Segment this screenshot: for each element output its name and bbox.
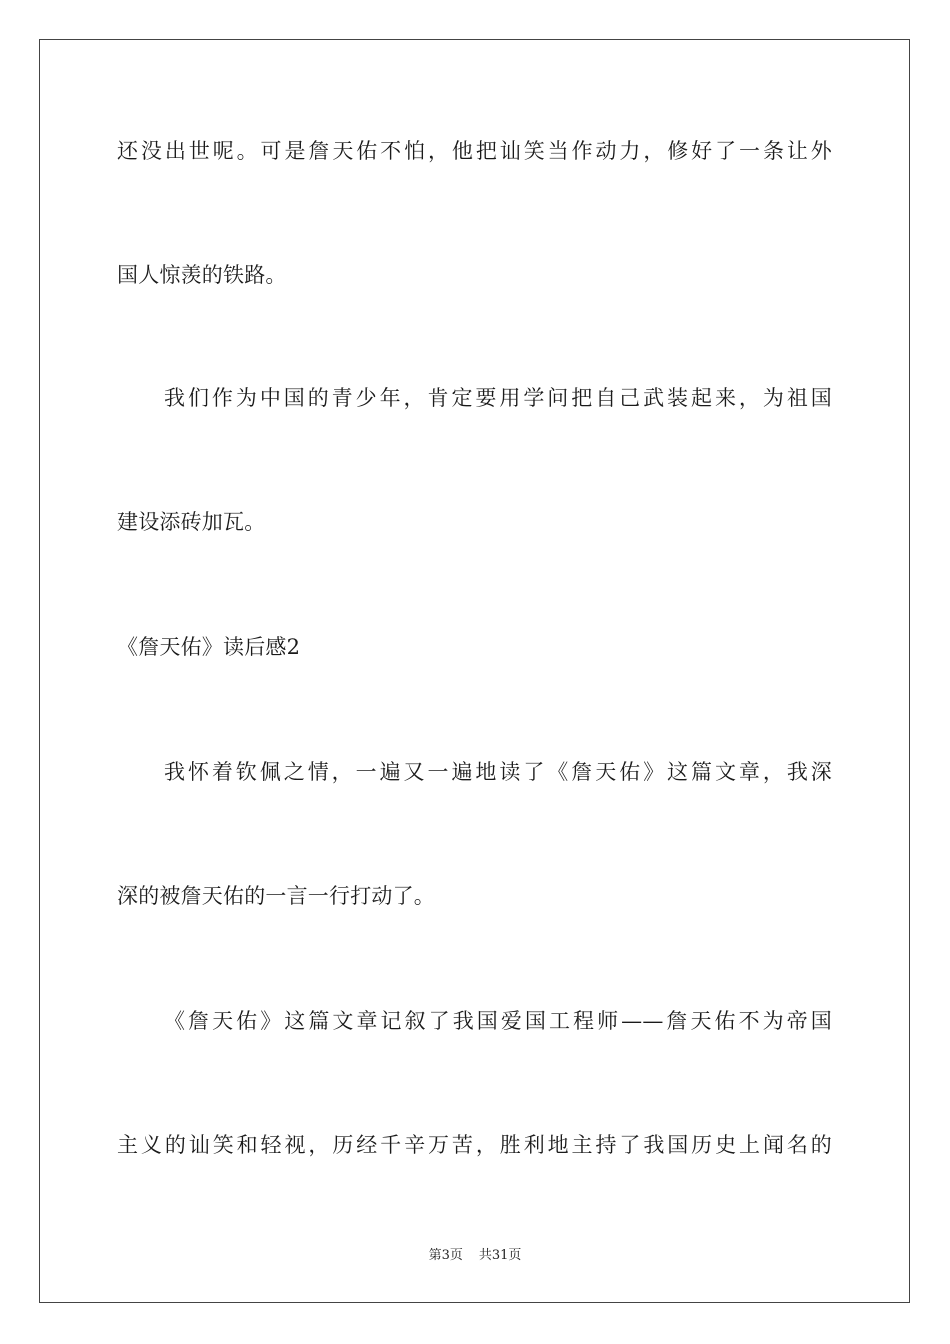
page-footer	[0, 1246, 950, 1266]
paragraph-line-3: 我们作为中国的青少年，肯定要用学问把自己武装起来，为祖国	[164, 386, 832, 410]
section-heading: 《詹天佑》读后感2	[117, 635, 301, 659]
page-number: 第3页	[428, 1248, 463, 1263]
paragraph-line-7: 《詹天佑》这篇文章记叙了我国爱国工程师——詹天佑不为帝国	[164, 1009, 832, 1033]
paragraph-line-5: 我怀着钦佩之情，一遍又一遍地读了《詹天佑》这篇文章，我深	[164, 760, 832, 784]
paragraph-line-1: 还没出世呢。可是詹天佑不怕，他把讪笑当作动力，修好了一条让外	[117, 139, 832, 163]
total-pages: 共31页	[478, 1248, 522, 1263]
paragraph-line-8: 主义的讪笑和轻视，历经千辛万苦，胜利地主持了我国历史上闻名的	[117, 1133, 832, 1157]
paragraph-line-2: 国人惊羡的铁路。	[117, 263, 287, 287]
paragraph-line-4: 建设添砖加瓦。	[117, 510, 266, 534]
paragraph-line-6: 深的被詹天佑的一言一行打动了。	[117, 884, 435, 908]
page-border	[39, 39, 910, 1303]
